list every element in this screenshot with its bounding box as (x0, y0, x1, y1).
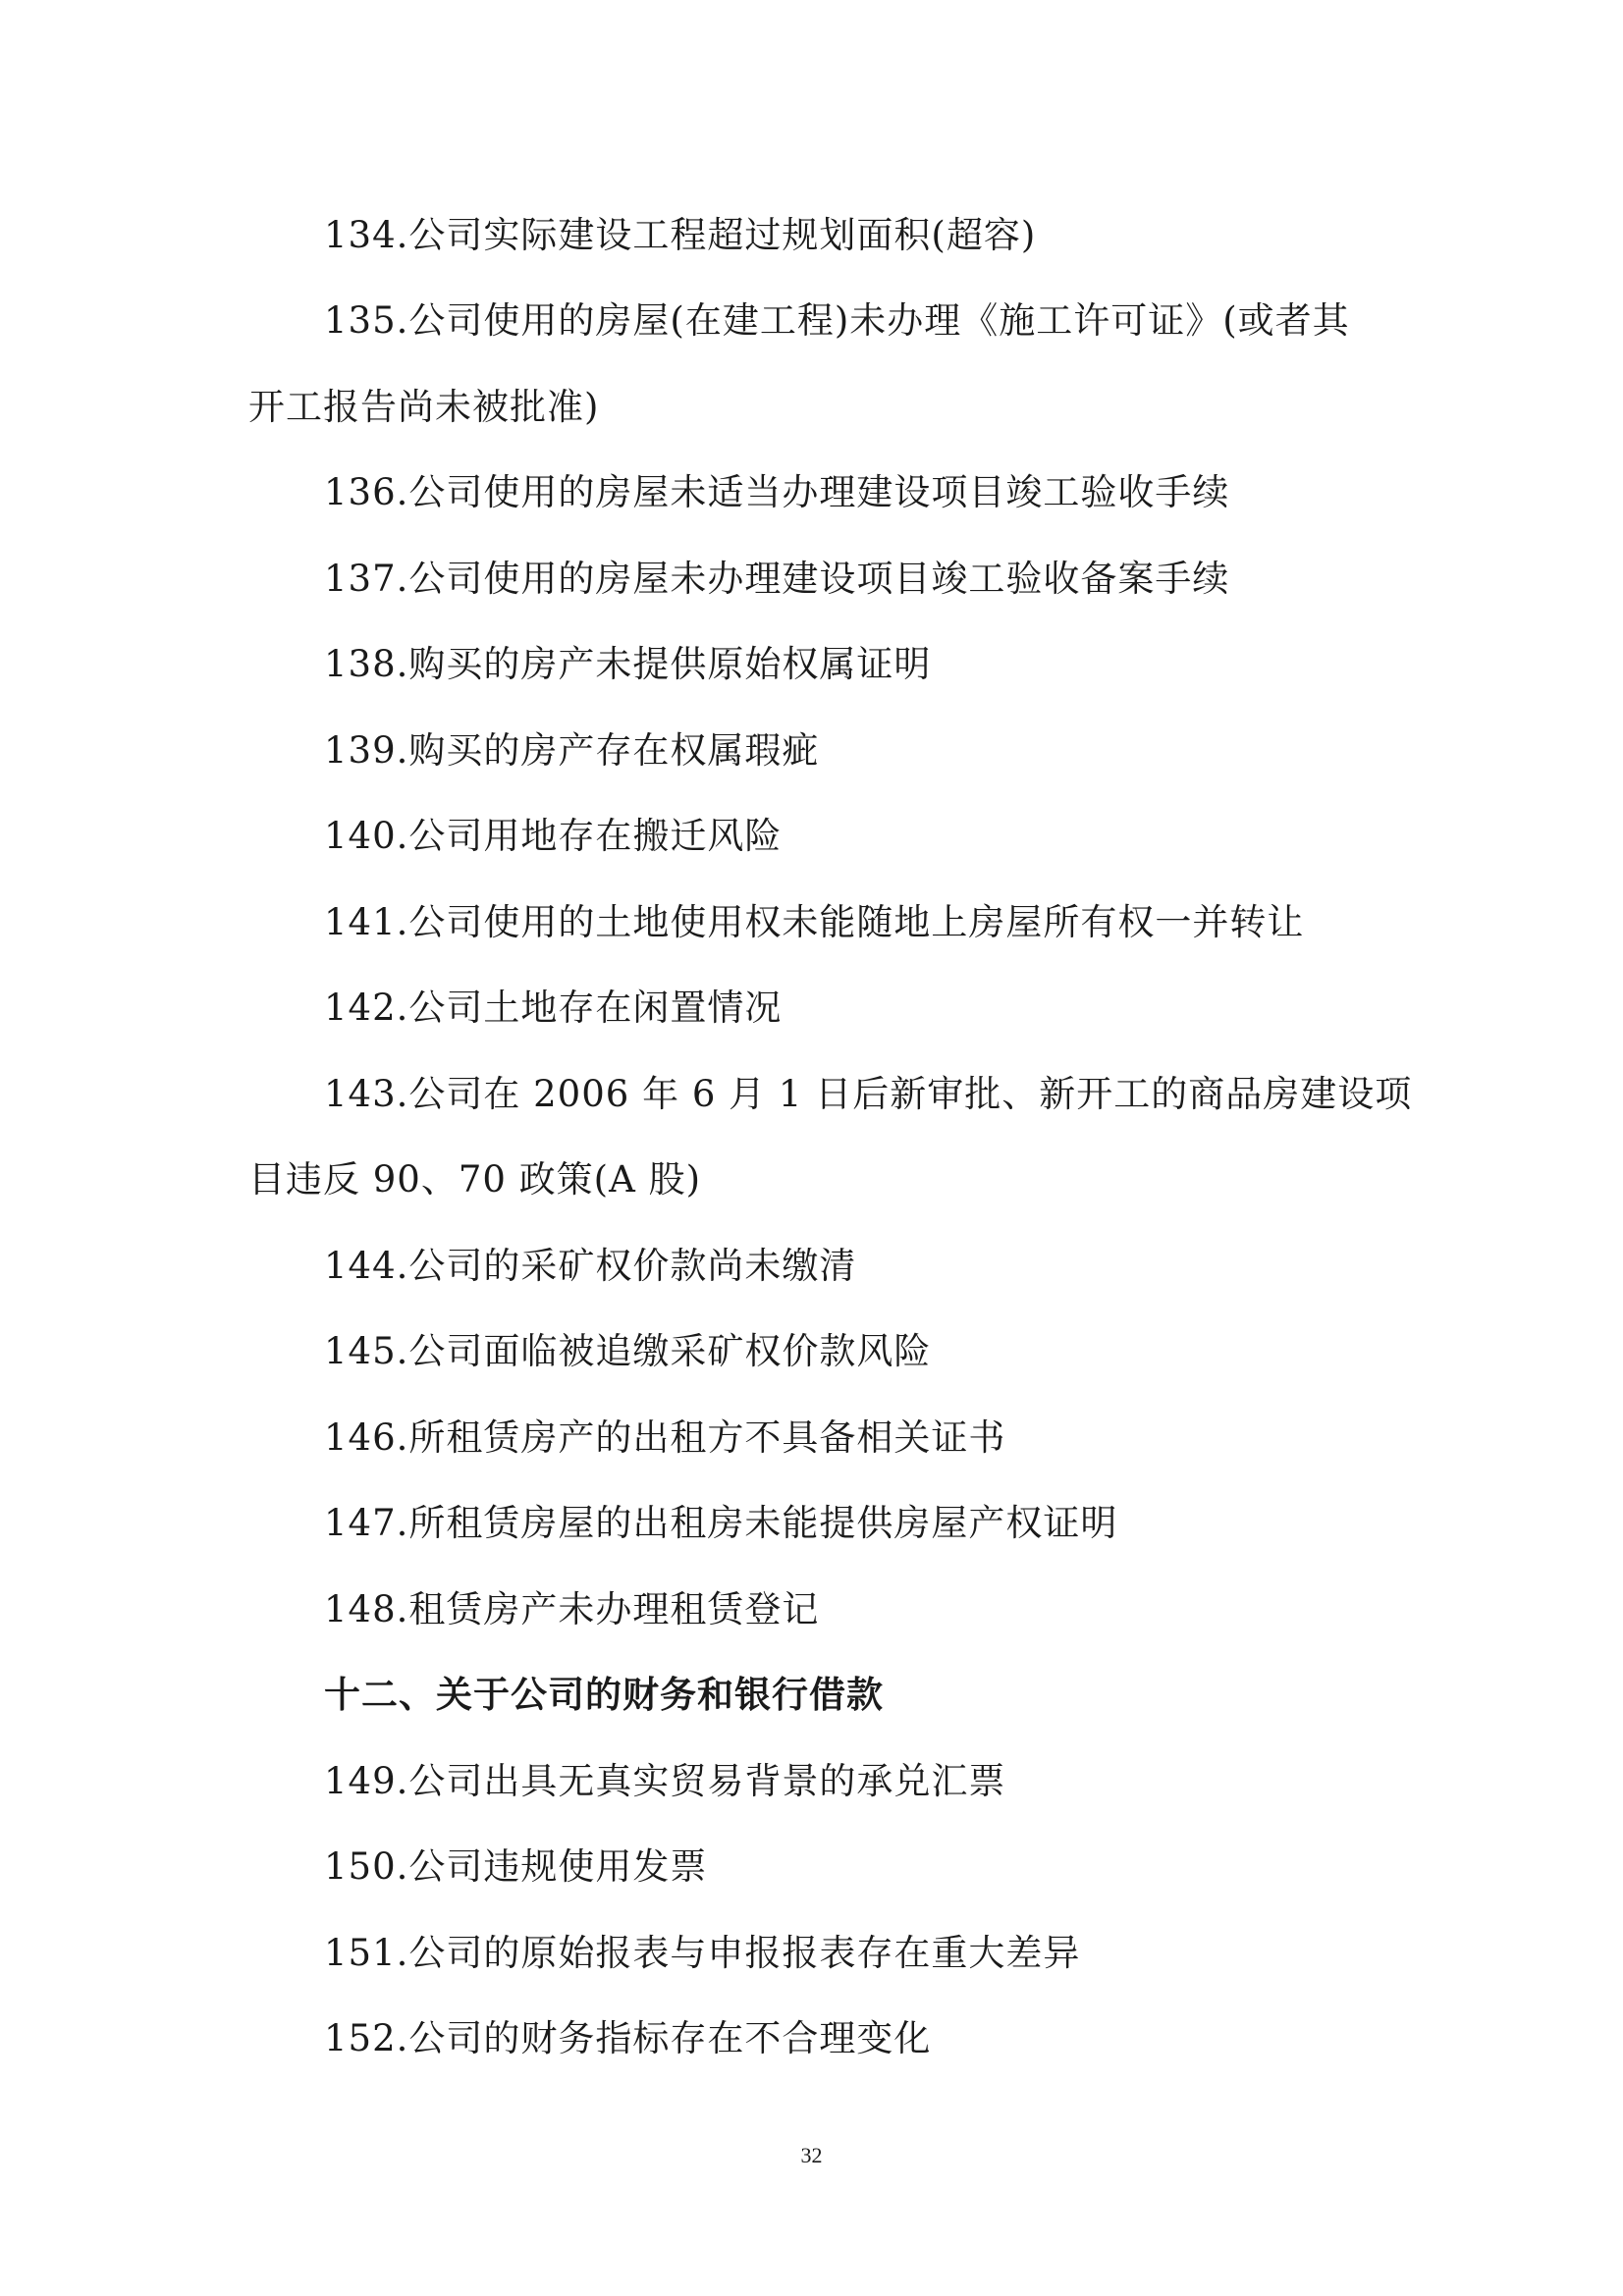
list-item-143-continuation: 目违反 90、70 政策(A 股) (248, 1158, 702, 1201)
list-item-135: 135.公司使用的房屋(在建工程)未办理《施工许可证》(或者其 (324, 299, 1350, 342)
list-item-149: 149.公司出具无真实贸易背景的承兑汇票 (324, 1760, 1006, 1802)
list-item-137: 137.公司使用的房屋未办理建设项目竣工验收备案手续 (324, 558, 1230, 600)
list-item-150: 150.公司违规使用发票 (324, 1845, 708, 1888)
section-heading: 十二、关于公司的财务和银行借款 (324, 1674, 884, 1716)
list-item-142: 142.公司土地存在闲置情况 (324, 987, 783, 1029)
list-item-144: 144.公司的采矿权价款尚未缴清 (324, 1245, 857, 1287)
list-item-139: 139.购买的房产存在权属瑕疵 (324, 729, 820, 772)
list-item-135-continuation: 开工报告尚未被批准) (248, 386, 600, 428)
page-number: 32 (800, 2143, 823, 2167)
list-item-141: 141.公司使用的土地使用权未能随地上房屋所有权一并转让 (324, 901, 1305, 943)
list-item-136: 136.公司使用的房屋未适当办理建设项目竣工验收手续 (324, 471, 1230, 513)
list-item-146: 146.所租赁房产的出租方不具备相关证书 (324, 1416, 1006, 1459)
list-item-145: 145.公司面临被追缴采矿权价款风险 (324, 1330, 932, 1372)
list-item-148: 148.租赁房产未办理租赁登记 (324, 1588, 820, 1630)
list-item-151: 151.公司的原始报表与申报报表存在重大差异 (324, 1932, 1081, 1974)
list-item-138: 138.购买的房产未提供原始权属证明 (324, 643, 932, 685)
list-item-143: 143.公司在 2006 年 6 月 1 日后新审批、新开工的商品房建设项 (324, 1073, 1413, 1115)
list-item-134: 134.公司实际建设工程超过规划面积(超容) (324, 214, 1037, 256)
list-item-147: 147.所租赁房屋的出租房未能提供房屋产权证明 (324, 1502, 1118, 1544)
list-item-140: 140.公司用地存在搬迁风险 (324, 815, 783, 857)
list-item-152: 152.公司的财务指标存在不合理变化 (324, 2017, 932, 2059)
